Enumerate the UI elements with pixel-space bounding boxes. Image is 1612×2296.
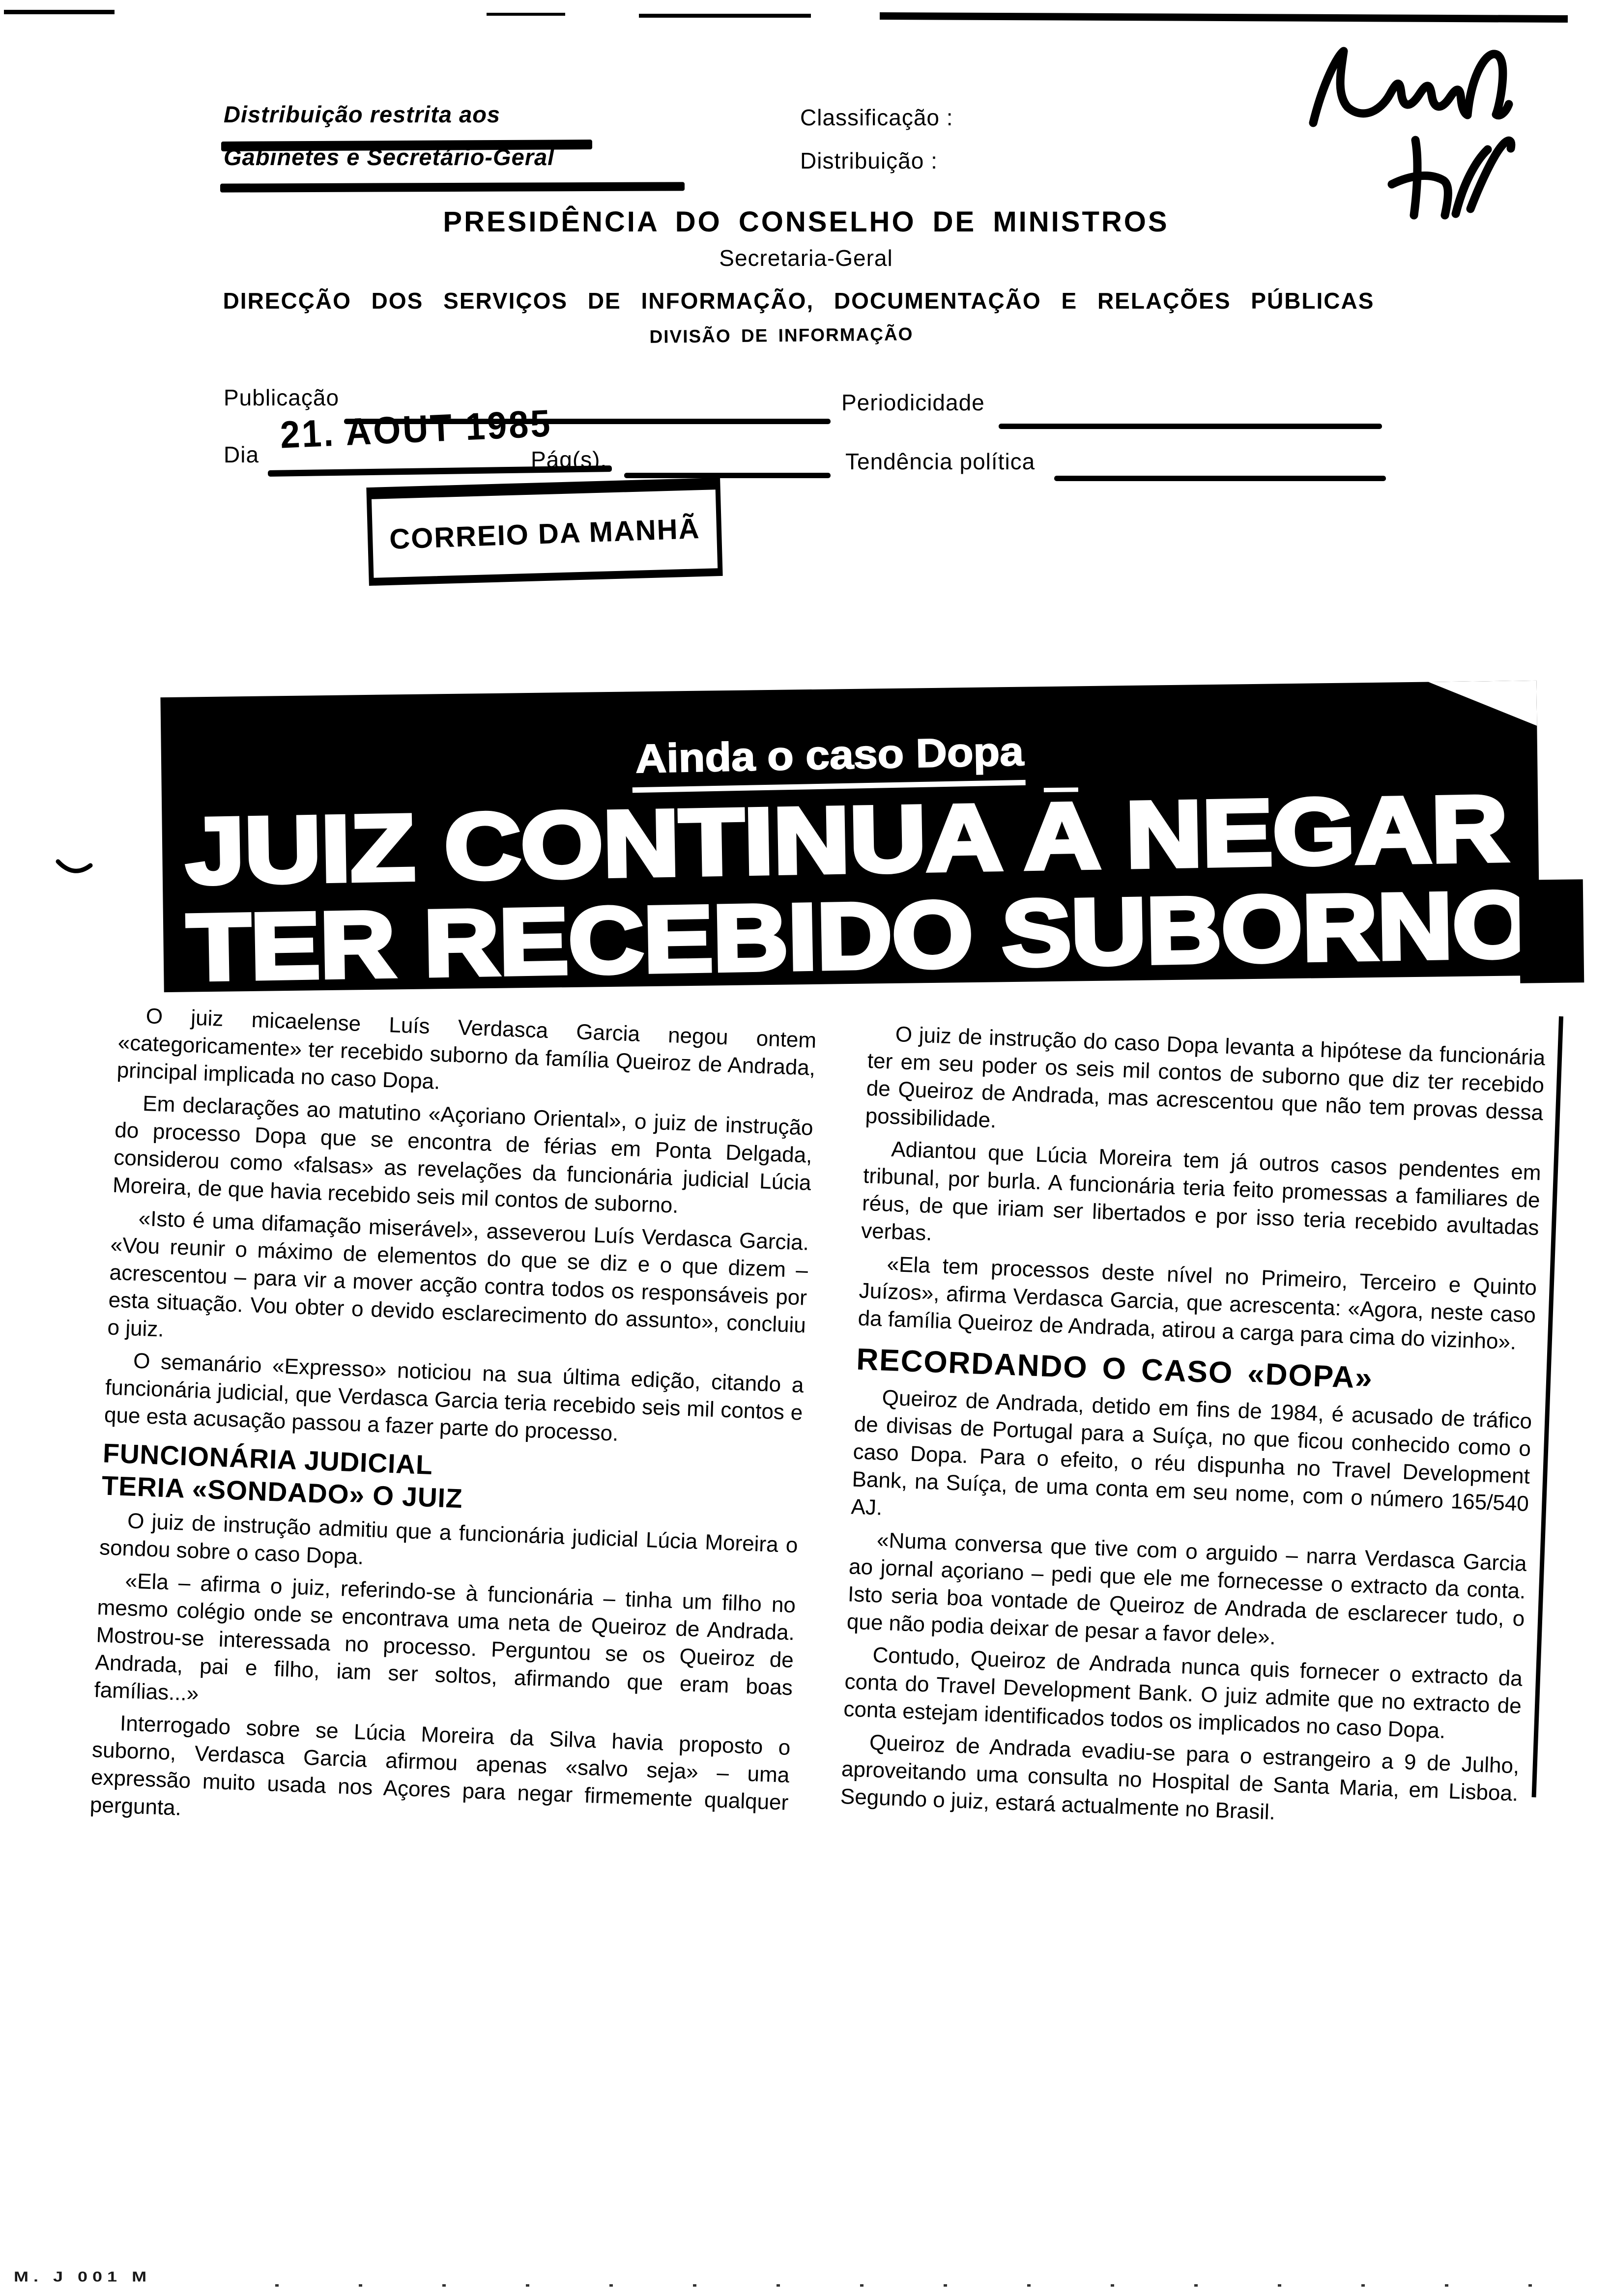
paragraph: «Numa conversa que tive com o arguido – narra Verdasca Garcia ao jornal açoriano – pedi que ele me fornecesse o extracto da conta. Isto seria boa vontade de Queiroz de Andrada de esclarecer tudo, o que não podia deixar de pesar a favor dele». [846,1528,1527,1650]
scan-edge-mark [639,14,811,18]
left-subhead-line1: FUNCIONÁRIA JUDICIAL [102,1437,433,1480]
left-subhead-line2: TERIA «SONDADO» O JUIZ [101,1470,463,1514]
tendencia-blank-line [1054,476,1386,481]
direction-services-line: DIRECÇÃO DOS SERVIÇOS DE INFORMAÇÃO, DOCUMENTAÇÃO E RELAÇÕES PÚBLICAS [223,288,1375,314]
classificacao-label: Classificação : [800,105,953,130]
paragraph: O juiz de instrução do caso Dopa levanta a hipótese da funcionária ter em seu poder os seis mil contos de suborno que diz ter recebido de Queiroz de Andrada, mas acrescentou que não tem provas dessa possibilidade. [864,1022,1546,1133]
paragraph: O semanário «Expresso» noticiou na sua última edição, citando a funcionária judicial, que Verdasca Garcia teria recebido seis mil contos e que esta acusação passou a fazer parte do processo. [104,1349,805,1446]
distribuicao-label: Distribuição : [800,148,938,173]
paragraph: O juiz micaelense Luís Verdasca Garcia negou ontem «categoricamente» ter recebido suborno da família Queiroz de Andrada, principal implicada no caso Dopa. [116,1004,817,1094]
org-title: PRESIDÊNCIA DO CONSELHO DE MINISTROS [443,206,1169,238]
article-right-column [840,1020,1546,1840]
paragraph: «Ela tem processos deste nível no Primeiro, Terceiro e Quinto Juízos», afirma Verdasca Garcia, que acrescenta: «Agora, neste caso da família Queiroz de Andrada, atirou a carga para cima do vizinho». [857,1252,1537,1354]
underline [220,182,685,192]
right-subhead: RECORDANDO O CASO «DOPA» [856,1342,1374,1396]
scan-black-nub [1519,879,1584,983]
paragraph: «Isto é uma difamação miserável», asseverou Luís Verdasca Garcia. «Vou reunir o máximo de elementos do que se diz e o que dizem – acrescentou – para vir a mover acção contra todos os responsáveis por esta situação. Vou obter o devido esclarecimento do assunto», concluiu o juiz. [107,1206,809,1342]
publication-stamp-box [366,478,722,586]
paragraph: Interrogado sobre se Lúcia Moreira da Silva havia proposto o suborno, Verdasca Garcia afirmou apenas «salvo seja» – uma expressão muito usada nos Açores para negar firmemente qualquer pergunta. [89,1711,791,1820]
paragraph: Em declarações ao matutino «Açoriano Oriental», o juiz de instrução do processo Dopa que se encontra de férias em Ponta Delgada, considerou como «falsas» as revelações da funcionária judicial Lúcia Moreira, de que havia recebido seis mil contos de suborno. [112,1091,814,1218]
scan-edge-mark [487,13,565,16]
paragraph: Contudo, Queiroz de Andrada nunca quis fornecer o extracto da conta do Travel Development Bank. O juiz admite que no extracto de conta estejam identificados todos os implicados no caso Dopa. [843,1643,1523,1743]
publication-stamp-text: CORREIO DA MANHÃ [388,512,701,555]
paragraph: «Ela – afirma o juiz, referindo-se à funcionária – tinha um filho no mesmo colégio onde se encontrava uma neta de Queiroz de Andrada. Mostrou-se interessada no processo. Perguntou se os Queiroz de Andrada, pai e filho, iam ser soltos, afirmando que eram boas famílias...» [93,1569,796,1706]
paragraph: Queiroz de Andrada, detido em fins de 1984, é acusado de tráfico de divisas de Portugal para a Suíça, no que ficou conhecido como o caso Dopa. Para o efeito, o réu dispunha no Travel Development Bank, na Suíça, de uma conta em seu nome, com o número 165/540 AJ. [850,1385,1532,1520]
pags-label: Pág(s). [531,447,607,472]
periodicidade-blank-line [999,424,1382,429]
periodicidade-label: Periodicidade [841,390,985,415]
footer-form-code-fragment: M. J 001 M [14,2268,152,2285]
dia-label: Dia [224,442,259,467]
publicacao-label: Publicação [224,385,340,410]
headline-block [160,681,1540,992]
scan-bottom-dotted-line [275,2284,1602,2287]
headline-line2: TER RECEBIDO SUBORNO [186,874,1397,993]
restricted-distribution-line2: Gabinetes e Secretário-Geral [224,144,555,170]
tendencia-label: Tendência política [845,449,1036,474]
article-kicker: Ainda o caso Dopa [635,729,999,782]
paragraph: O juiz de instrução admitiu que a funcionária judicial Lúcia Moreira o sondou sobre o caso Dopa. [99,1509,799,1569]
paragraph: Adiantou que Lúcia Moreira tem já outros casos pendentes em tribunal, por burla. A funcionária teria feito promessas a familiares de réus, de que iriam ser libertados e por isso teria recebido avultadas verbas. [861,1137,1542,1245]
restricted-distribution-line1: Distribuição restrita aos [224,101,501,127]
scan-white-notch [1428,681,1537,727]
scan-edge-mark [4,10,115,14]
pen-tick-mark [55,853,99,887]
article-left-column [89,1002,817,1849]
date-stamp-value: 21. AOUT 1985 [279,402,553,457]
division-line: DIVISÃO DE INFORMAÇÃO [649,324,914,347]
paragraph: Queiroz de Andrada evadiu-se para o estrangeiro a 9 de Julho, aproveitando uma consulta no Hospital de Santa Maria, em Lisboa. Segundo o juiz, estará actualmente no Brasil. [840,1730,1520,1825]
headline-line1: JUIZ CONTINUA A NEGAR [185,779,1354,904]
handwritten-signature [1293,20,1607,246]
org-subtitle: Secretaria-Geral [719,245,893,271]
pags-blank-line [624,473,831,478]
